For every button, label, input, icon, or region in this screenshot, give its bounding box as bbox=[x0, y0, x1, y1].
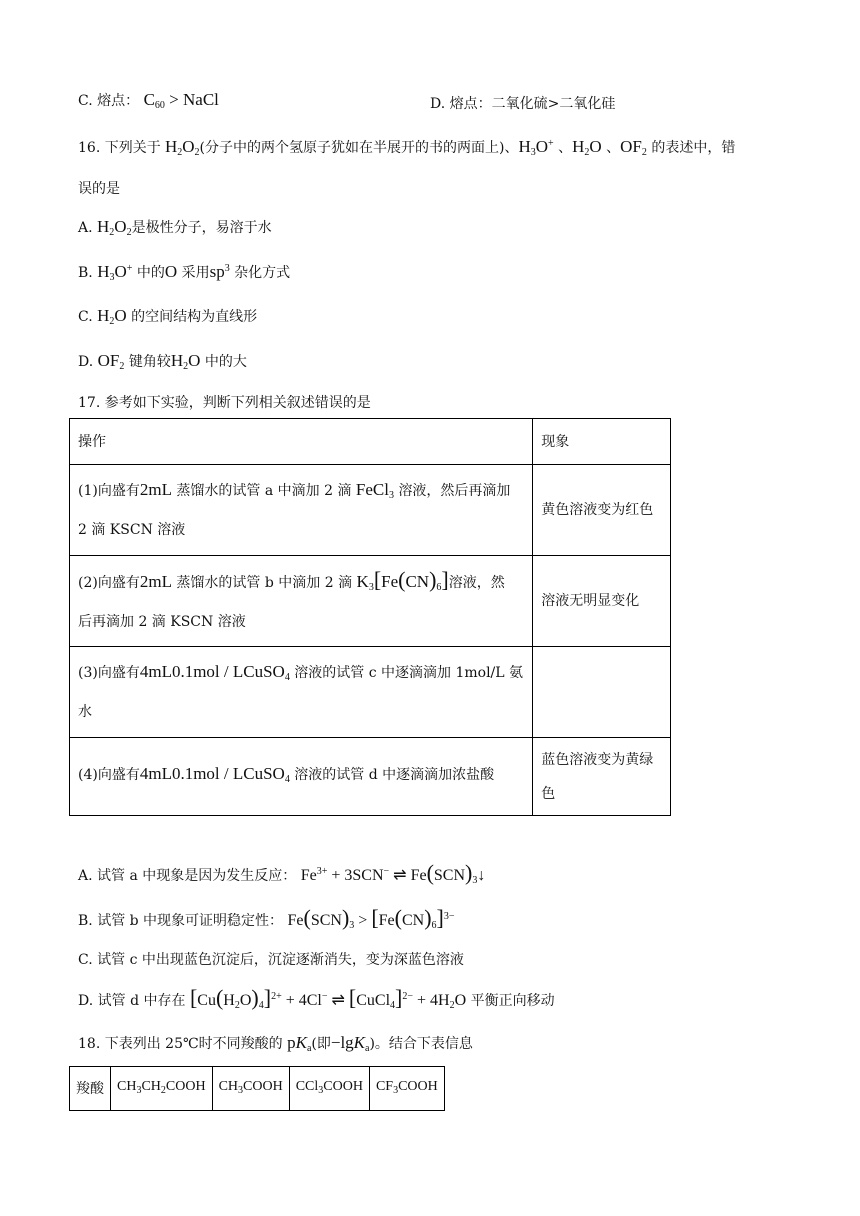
q16-option-d: D. $OF_2$ 键角较$H_2O$ 中的大 bbox=[78, 351, 247, 372]
q16-stem: 16. 下列关于 $H_2O_2$(分子中的两个氢原子犹如在半展开的书的两面上)、$H_3O^+$ 、$H_2O$ 、$OF_2$ 的表述中，错 bbox=[78, 137, 736, 158]
header-cell: CCl$_3$COOH bbox=[289, 1067, 369, 1111]
q17-stem: 17. 参考如下实验，判断下列相关叙述错误的是 bbox=[78, 395, 371, 411]
q18-stem: 18. 下表列出 25℃时不同羧酸的 $pK_a$(即−lgK$_a$)。结合下表信息 bbox=[78, 1033, 473, 1054]
q17-option-d: D. 试管 d 中存在 $[Cu(H_2O)_4]^{2+} + 4Cl^-$ ⇌ [CuCl$_4$]$^{2-}$ + $4H_2O$ 平衡正向移动 bbox=[78, 985, 555, 1011]
q18-table bbox=[69, 1066, 445, 1111]
q17-option-a: A. 试管 a 中现象是因为发生反应： $Fe^{3+} + 3SCN^-$ ⇌ $Fe(SCN)_3↓$ bbox=[78, 860, 486, 886]
q16-option-c: C. $H_2O$ 的空间结构为直线形 bbox=[78, 306, 258, 327]
header-operation: 操作 bbox=[70, 419, 533, 465]
table-row: (1)向盛有2mL 蒸馏水的试管 a 中滴加 2 滴 FeCl$_3$ 溶液，然后再滴加 2 滴 KSCN 溶液 黄色溶液变为红色 bbox=[70, 465, 671, 556]
table-row bbox=[70, 1067, 445, 1111]
q16-option-a: A. $H_2O_2$是极性分子，易溶于水 bbox=[78, 217, 272, 238]
table-row: (3)向盛有4mL0.1mol / LCuSO$_4$ 溶液的试管 c 中逐滴滴加 1mol/L 氨 水 bbox=[70, 647, 671, 738]
table-row: (4)向盛有4mL0.1mol / LCuSO$_4$ 溶液的试管 d 中逐滴滴加浓盐酸 蓝色溶液变为黄绿色 bbox=[70, 738, 671, 816]
header-phenomenon: 现象 bbox=[533, 419, 671, 465]
q17-option-c: C. 试管 c 中出现蓝色沉淀后，沉淀逐渐消失，变为深蓝色溶液 bbox=[78, 952, 464, 968]
header-cell: $CH_3COOH$ bbox=[212, 1067, 289, 1111]
q15-option-d: D. 熔点：二氧化硫>二氧化硅 bbox=[430, 96, 616, 112]
header-cell: $CF_3COOH$ bbox=[369, 1067, 444, 1111]
table-row: (2)向盛有2mL 蒸馏水的试管 b 中滴加 2 滴 $K_3[Fe(CN)_6]$溶液，然 后再滴加 2 滴 KSCN 溶液 溶液无明显变化 bbox=[70, 556, 671, 647]
q16-option-b: B. $H_3O^+$ 中的O 采用$sp^3$ 杂化方式 bbox=[78, 262, 291, 283]
header-cell: 羧酸 bbox=[70, 1067, 111, 1111]
q16-stem-line2: 误的是 bbox=[78, 181, 120, 197]
q17-table bbox=[69, 418, 671, 816]
q17-option-b: B. 试管 b 中现象可证明稳定性： $Fe(SCN)_3 > [Fe(CN)_6]^{3-}$ bbox=[78, 905, 455, 931]
header-cell: $CH_3CH_2COOH$ bbox=[111, 1067, 213, 1111]
q15-option-c: C. 熔点： $C_{60}$ > NaCl bbox=[78, 90, 219, 111]
formula-c60-nacl: $C_{60}$ > NaCl bbox=[143, 90, 219, 111]
